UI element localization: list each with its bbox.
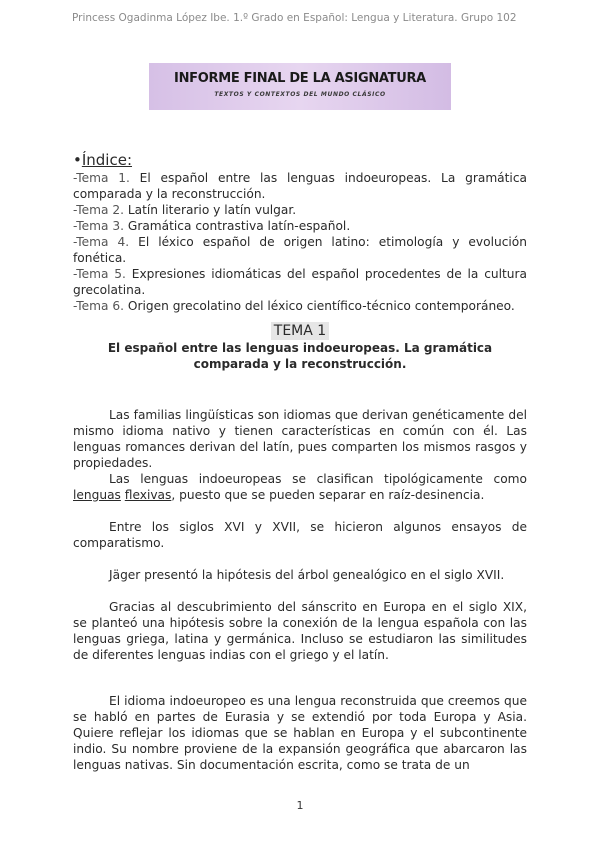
index-title: Índice: [81, 151, 133, 169]
tema1-heading [73, 322, 527, 340]
index-item-text: El léxico español de origen latino: etimología y evolución fonética. [73, 235, 527, 265]
index-item-text: Gramática contrastiva latín-español. [124, 219, 351, 233]
spacer [73, 551, 527, 567]
index-item-text: El español entre las lenguas indoeuropeas. La gramática comparada y la reconstrucción. [73, 171, 527, 201]
tema1-title: TEMA 1 [271, 322, 329, 340]
index-item-text: Origen grecolatino del léxico científico-técnico contemporáneo. [124, 299, 515, 313]
index-item-tema: -Tema 1. [73, 171, 130, 185]
paragraph-4: Jäger presentó la hipótesis del árbol genealógico en el siglo XVII. [109, 568, 505, 582]
paragraph-6: El idioma indoeuropeo es una lengua reconstruida que creemos que se habló en partes de Eurasia y se extendió por toda Europa y Asia. Quiere reflejar los idiomas que se hablan en Europa y el subcontinente indio. Su nombre proviene de la expansión geográfica que abarcaron las lenguas nativas. Sin documentación escrita, como se trata de un [73, 694, 527, 772]
paragraph-2 [73, 471, 527, 503]
page-header: Princess Ogadinma López Ibe. 1.º Grado en Español: Lengua y Literatura. Grupo 102 [72, 12, 517, 24]
index-item-1 [73, 170, 527, 202]
index-item-3 [73, 218, 527, 234]
index-item-5 [73, 266, 527, 298]
paragraph-2-end: , puesto que se pueden separar en raíz-desinencia. [171, 488, 485, 502]
paragraph-2-text: Las lenguas indoeuropeas se clasifican tipológicamente como [109, 472, 527, 486]
underlined-word-flexivas: flexivas [124, 488, 172, 502]
index-bullet: • [73, 151, 82, 169]
paragraph-5: Gracias al descubrimiento del sánscrito en Europa en el siglo XIX, se planteó una hipótesis sobre la conexión de la lengua española con las lenguas griega, latina y germánica. Incluso se estudiaron las similitudes de diferentes lenguas indias con el griego y el latín. [73, 600, 527, 662]
paragraph-3: Entre los siglos XVI y XVII, se hicieron algunos ensayos de comparatismo. [73, 520, 527, 550]
index-item-tema: -Tema 4. [73, 235, 130, 249]
banner-title: INFORME FINAL DE LA ASIGNATURA [174, 71, 426, 86]
index-heading [73, 150, 527, 170]
tema1-subtitle: El español entre las lenguas indoeuropeas. La gramática comparada y la reconstrucción. [107, 341, 493, 371]
title-banner [149, 63, 451, 110]
index-item-6 [73, 298, 527, 314]
index-item-tema: -Tema 6. [73, 299, 124, 313]
index-item-2 [73, 202, 527, 218]
banner-subtitle: TEXTOS Y CONTEXTOS DEL MUNDO CLÁSICO [214, 91, 386, 98]
spacer [73, 663, 527, 693]
spacer [73, 583, 527, 599]
index-item-tema: -Tema 2. [73, 203, 124, 217]
spacer [73, 372, 527, 407]
spacer [73, 503, 527, 519]
page-number: 1 [296, 799, 304, 812]
index-item-tema: -Tema 5. [73, 267, 126, 281]
index-item-text: Expresiones idiomáticas del español procedentes de la cultura grecolatina. [73, 267, 527, 297]
document-content [73, 150, 527, 773]
index-item-text: Latín literario y latín vulgar. [124, 203, 297, 217]
index-item-4 [73, 234, 527, 266]
underlined-word-lenguas: lenguas [73, 488, 121, 502]
index-item-tema: -Tema 3. [73, 219, 124, 233]
paragraph-1: Las familias lingüísticas son idiomas que derivan genéticamente del mismo idioma nativo y tienen características en común con él. Las lenguas romances derivan del latín, pues comparten los mismos rasgos y propiedades. [73, 408, 527, 470]
